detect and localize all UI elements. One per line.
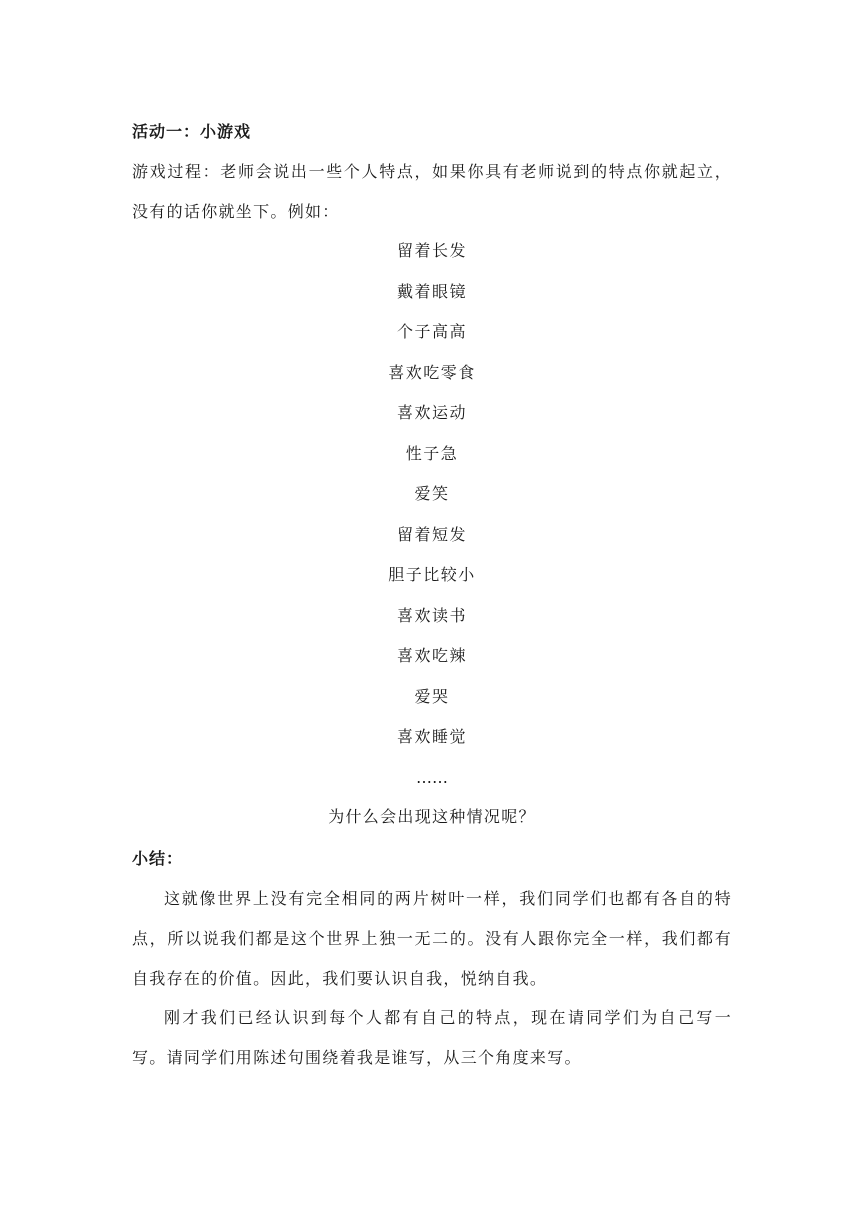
trait-item: 喜欢睡觉 [396, 727, 467, 746]
trait-item: 个子高高 [396, 322, 467, 341]
trait-item: 喜欢读书 [396, 605, 467, 625]
trait-item: 留着短发 [396, 524, 467, 544]
trait-item: 性子急 [405, 443, 459, 463]
instruction-paragraph: 刚才我们已经认识到每个人都有自己的特点，现在请同学们为自己写一写。请同学们用陈述句围绕着我是谁写，从三个角度来写。 [132, 1008, 732, 1067]
trait-item: 喜欢吃辣 [396, 646, 467, 665]
summary-paragraph: 这就像世界上没有完全相同的两片树叶一样，我们同学们也都有各自的特点，所以说我们都是这个世界上独一无二的。没有人跟你完全一样，我们都有自我存在的价值。因此，我们要认识自我，悦纳自我。 [132, 889, 732, 988]
trait-item: 喜欢吃零食 [388, 362, 476, 382]
question-text: 为什么会出现这种情况呢？ [328, 807, 536, 826]
trait-item: 爱笑 [414, 484, 450, 503]
trait-list [132, 231, 732, 758]
summary-heading: 小结： [132, 849, 184, 868]
ellipsis: …… [416, 768, 448, 787]
trait-item: 留着长发 [396, 241, 467, 260]
activity-heading: 活动一：小游戏 [132, 122, 252, 141]
trait-item: 爱哭 [414, 686, 450, 706]
trait-item: 胆子比较小 [388, 565, 476, 584]
game-process-text: 游戏过程：老师会说出一些个人特点，如果你具有老师说到的特点你就起立，没有的话你就坐下。例如： [132, 162, 732, 221]
trait-item: 戴着眼镜 [396, 281, 467, 301]
trait-item: 喜欢运动 [396, 403, 467, 422]
